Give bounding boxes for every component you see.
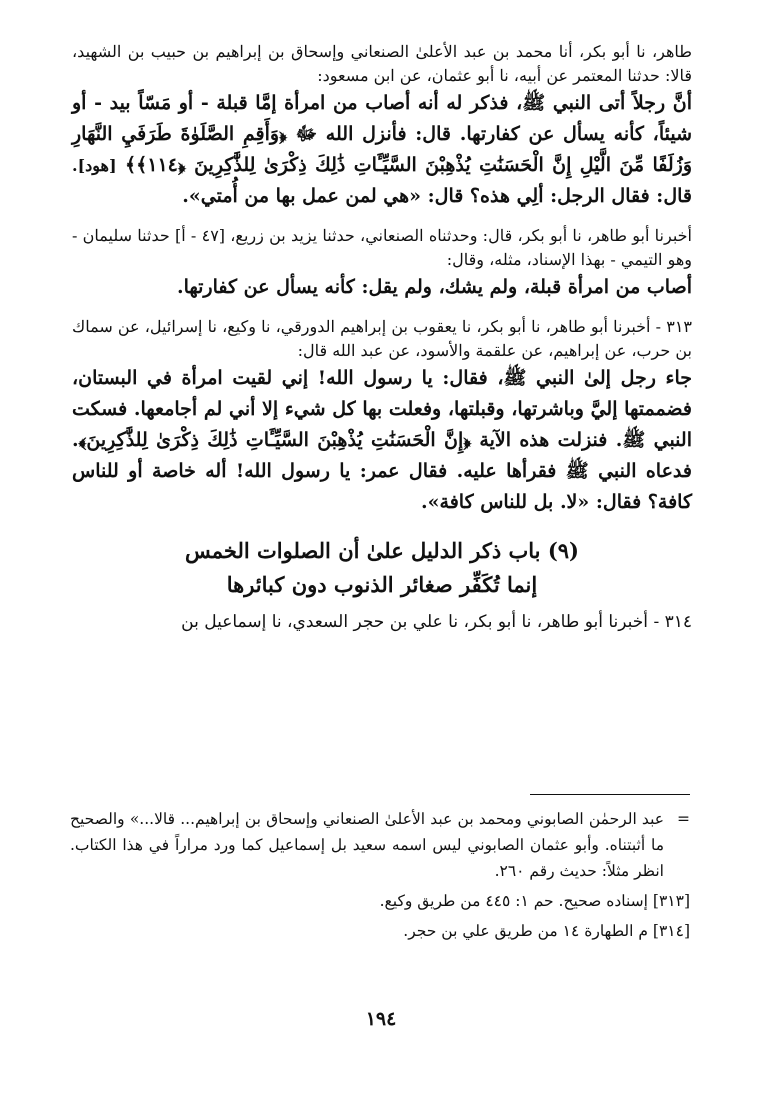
hadith-main-text: أنَّ رجلاً أتى النبي ﷺ، فذكر له أنه أصاب من امرأة إمَّا قبلة - أو مَسّاً بيد - أو شيئاً، كأنه يسأل عن كفارتها. قال: فأنزل الله ﷻ ﴿وَأَقِمِ الصَّلَوٰةَ طَرَفَيِ النَّهَارِ وَزُلَفًا مِّنَ الَّيْلِ إِنَّ الْحَسَنَٰتِ يُذْهِبْنَ السَّيِّـَٔاتِ ذَٰلِكَ ذِكْرَىٰ لِلذَّٰكِرِينَ ﴿١١٤﴾﴾ xyxy=(72,92,692,176)
footnote-313: [٣١٣] إسناده صحيح. حم ١: ٤٤٥ من طريق وكيع. xyxy=(379,892,690,910)
isnad-paragraph: أخبرنا أبو طاهر، نا أبو بكر، قال: وحدثناه الصنعاني، حدثنا يزيد بن زريع، [٤٧ - أ] حدثنا سليمان - وهو التيمي - بهذا الإسناد، مثله، وقال: xyxy=(72,226,692,269)
footnote-divider xyxy=(530,794,690,795)
footnotes xyxy=(70,806,690,948)
page-number: ١٩٤ xyxy=(365,1008,397,1030)
hadith-text: أصاب من امرأة قبلة، ولم يشك، ولم يقل: كأنه يسأل عن كفارتها. xyxy=(176,276,692,298)
chapter-heading xyxy=(72,534,692,602)
isnad-paragraph: طاهر، نا أبو بكر، أنا محمد بن عبد الأعلىٰ الصنعاني وإسحاق بن إبراهيم بن حبيب بن الشهيد، قالا: حدثنا المعتمر عن أبيه، نا أبو عثمان، عن ابن مسعود: xyxy=(72,42,692,85)
isnad-paragraph-314: ٣١٤ - أخبرنا أبو طاهر، نا أبو بكر، نا علي بن حجر السعدي، نا إسماعيل بن xyxy=(181,612,692,632)
hadith-continuation: قال: فقال الرجل: ألِي هذه؟ قال: «هي لمن عمل بها من أُمتي». xyxy=(182,185,692,207)
footnote-314: [٣١٤] م الطهارة ١٤ من طريق علي بن حجر. xyxy=(403,922,690,940)
footnote-continuation-mark: = xyxy=(677,810,690,828)
chapter-heading-line-2: إنما تُكَفِّر صغائر الذنوب دون كبائرها xyxy=(226,572,538,597)
chapter-heading-line-1: (٩) باب ذكر الدليل علىٰ أن الصلوات الخمس xyxy=(185,538,579,563)
footnote-continuation-text: عبد الرحمٰن الصابوني ومحمد بن عبد الأعلىٰ الصنعاني وإسحاق بن إبراهيم... قالا...» والصحيح ما أثبتناه. وأبو عثمان الصابوني ليس اسمه سعيد بل إسماعيل كما ورد مراراً في هذا الكتاب. انظر مثلاً: حديث رقم ٢٦٠. xyxy=(70,810,664,880)
hadith-text xyxy=(72,88,692,212)
hadith-text-313: جاء رجل إلىٰ النبي ﷺ، فقال: يا رسول الله! إني لقيت امرأة في البستان، فضممتها إليَّ وباشرتها، وقبلتها، وفعلت بها كل شيء إلا أني لم أجامعها. فسكت النبي ﷺ. فنزلت هذه الآية ﴿إِنَّ الْحَسَنَٰتِ يُذْهِبْنَ السَّيِّـَٔاتِ ذَٰلِكَ ذِكْرَىٰ لِلذَّٰكِرِينَ﴾. فدعاه النبي ﷺ فقرأها عليه. فقال عمر: يا رسول الله! أله خاصة أو للناس كافة؟ فقال: «لا. بل للناس كافة». xyxy=(72,367,692,513)
isnad-paragraph-313: ٣١٣ - أخبرنا أبو طاهر، نا أبو بكر، نا يعقوب بن إبراهيم الدورقي، نا وكيع، نا إسرائيل، عن سماك بن حرب، عن إبراهيم، عن علقمة والأسود، عن عبد الله قال: xyxy=(72,317,692,360)
surah-reference: [هود]. xyxy=(72,156,117,175)
footnote-continuation xyxy=(70,806,690,884)
